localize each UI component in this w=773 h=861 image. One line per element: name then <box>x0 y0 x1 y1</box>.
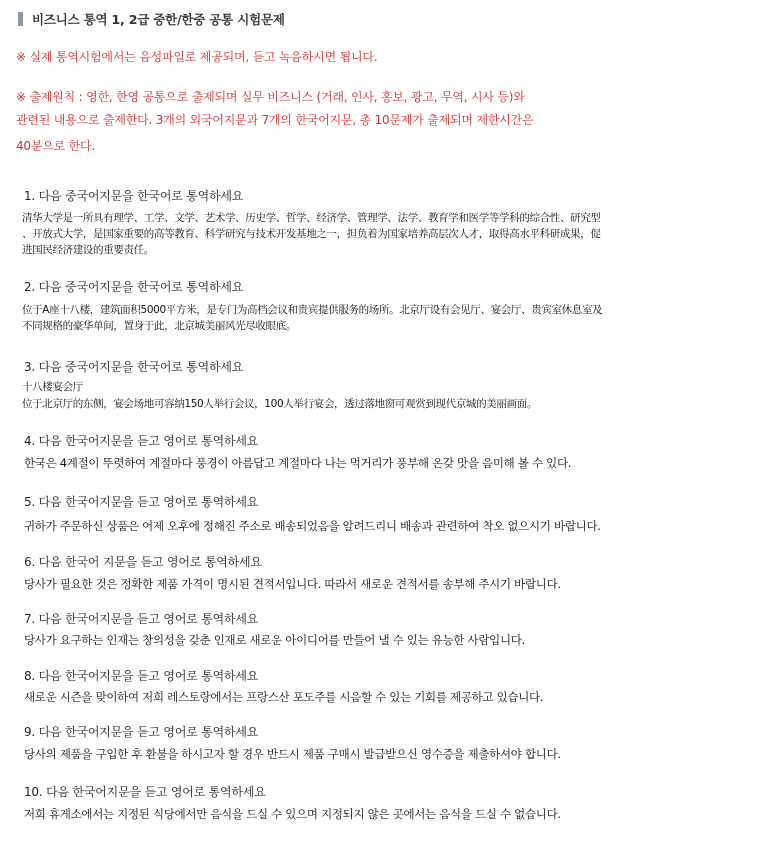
question-1-heading: 1. 다음 중국어지문을 한국어로 통역하세요 <box>24 189 244 203</box>
notice-principle-line-1: ※ 출제원칙 : 영한, 한영 공통으로 출제되며 실무 비즈니스 (거래, 인사, 홍보, 광고, 무역, 시사 등)와 <box>16 90 525 104</box>
question-9-heading: 9. 다음 한국어지문을 듣고 영어로 통역하세요 <box>24 725 259 739</box>
notice-principle-line-3: 40분으로 한다. <box>16 139 96 153</box>
question-6-heading: 6. 다음 한국어 지문을 듣고 영어로 통역하세요 <box>24 555 262 569</box>
question-8-heading: 8. 다음 한국어지문을 듣고 영어로 통역하세요 <box>24 669 259 683</box>
question-5-heading: 5. 다음 한국어지문을 듣고 영어로 통역하세요 <box>24 495 259 509</box>
question-1-text-line-1: 清华大学是一所具有理学、工学、文学、艺术学、历史学、哲学、经济学、管理学、法学、教育学和医学等学科的综合性、研究型 <box>22 212 601 224</box>
page-title: 비즈니스 통역 1, 2급 중한/한중 공통 시험문제 <box>32 12 285 27</box>
question-3-text-line-1: 十八楼宴会厅 <box>22 381 83 393</box>
question-10-text: 저희 휴게소에서는 지정된 식당에서만 음식을 드실 수 있으며 지정되지 않은 곳에서는 음식을 드실 수 없습니다. <box>24 807 561 821</box>
question-9-text: 당사의 제품을 구입한 후 환불을 하시고자 할 경우 반드시 제품 구매시 발급받으신 영수증을 제출하셔야 합니다. <box>24 747 561 761</box>
question-2-text-line-2: 不同规格的豪华单间，置身于此，北京城美丽风光尽收眼底。 <box>22 320 297 332</box>
question-2-heading: 2. 다음 중국어지문을 한국어로 통역하세요 <box>24 280 244 294</box>
question-10-heading: 10. 다음 한국어지문을 듣고 영어로 통역하세요 <box>24 785 266 799</box>
question-1-text-line-3: 进国民经济建设的重要责任。 <box>22 244 154 256</box>
question-3-heading: 3. 다음 중국어지문을 한국어로 통역하세요 <box>24 360 244 374</box>
question-6-text: 당사가 필요한 것은 정확한 제품 가격이 명시된 견적서입니다. 따라서 새로운 견적서를 송부해 주시기 바랍니다. <box>24 577 561 591</box>
title-marker <box>18 12 23 26</box>
question-4-text: 한국은 4계절이 뚜렷하여 계절마다 풍경이 아름답고 계절마다 나는 먹거리가 풍부해 온갖 맛을 음미해 볼 수 있다. <box>24 456 572 470</box>
question-7-heading: 7. 다음 한국어지문을 듣고 영어로 통역하세요 <box>24 612 259 626</box>
question-5-text: 귀하가 주문하신 상품은 어제 오후에 정해진 주소로 배송되었음을 알려드리니 배송과 관련하여 착오 없으시기 바랍니다. <box>24 519 601 533</box>
question-4-heading: 4. 다음 한국어지문을 듣고 영어로 통역하세요 <box>24 434 259 448</box>
notice-principle-line-2: 관련된 내용으로 출제한다. 3개의 외국어지문과 7개의 한국어지문, 총 10문제가 출제되며 제한시간은 <box>16 113 534 127</box>
question-2-text-line-1: 位于A座十八楼，建筑面积5000平方米，是专门为高档会议和贵宾提供服务的场所。北京厅设有会见厅、宴会厅、贵宾室休息室及 <box>22 304 603 316</box>
question-3-text-line-2: 位于北京厅的东侧，宴会场地可容纳150人举行会议，100人举行宴会，透过落地窗可观赏到现代京城的美丽画面。 <box>22 398 538 410</box>
question-1-text-line-2: 、开放式大学，是国家重要的高等教育、科学研究与技术开发基地之一，担负着为国家培养高层次人才，取得高水平科研成果，促 <box>22 228 601 240</box>
notice-audio: ※ 실제 통역시험에서는 음성파일로 제공되며, 듣고 녹음하시면 됩니다. <box>16 50 378 64</box>
question-7-text: 당사가 요구하는 인재는 창의성을 갖춘 인재로 새로운 아이디어를 만들어 낼 수 있는 유능한 사람입니다. <box>24 633 525 647</box>
question-8-text: 새로운 시즌을 맞이하여 저희 레스토랑에서는 프랑스산 포도주를 시음할 수 있는 기회를 제공하고 있습니다. <box>24 690 544 704</box>
